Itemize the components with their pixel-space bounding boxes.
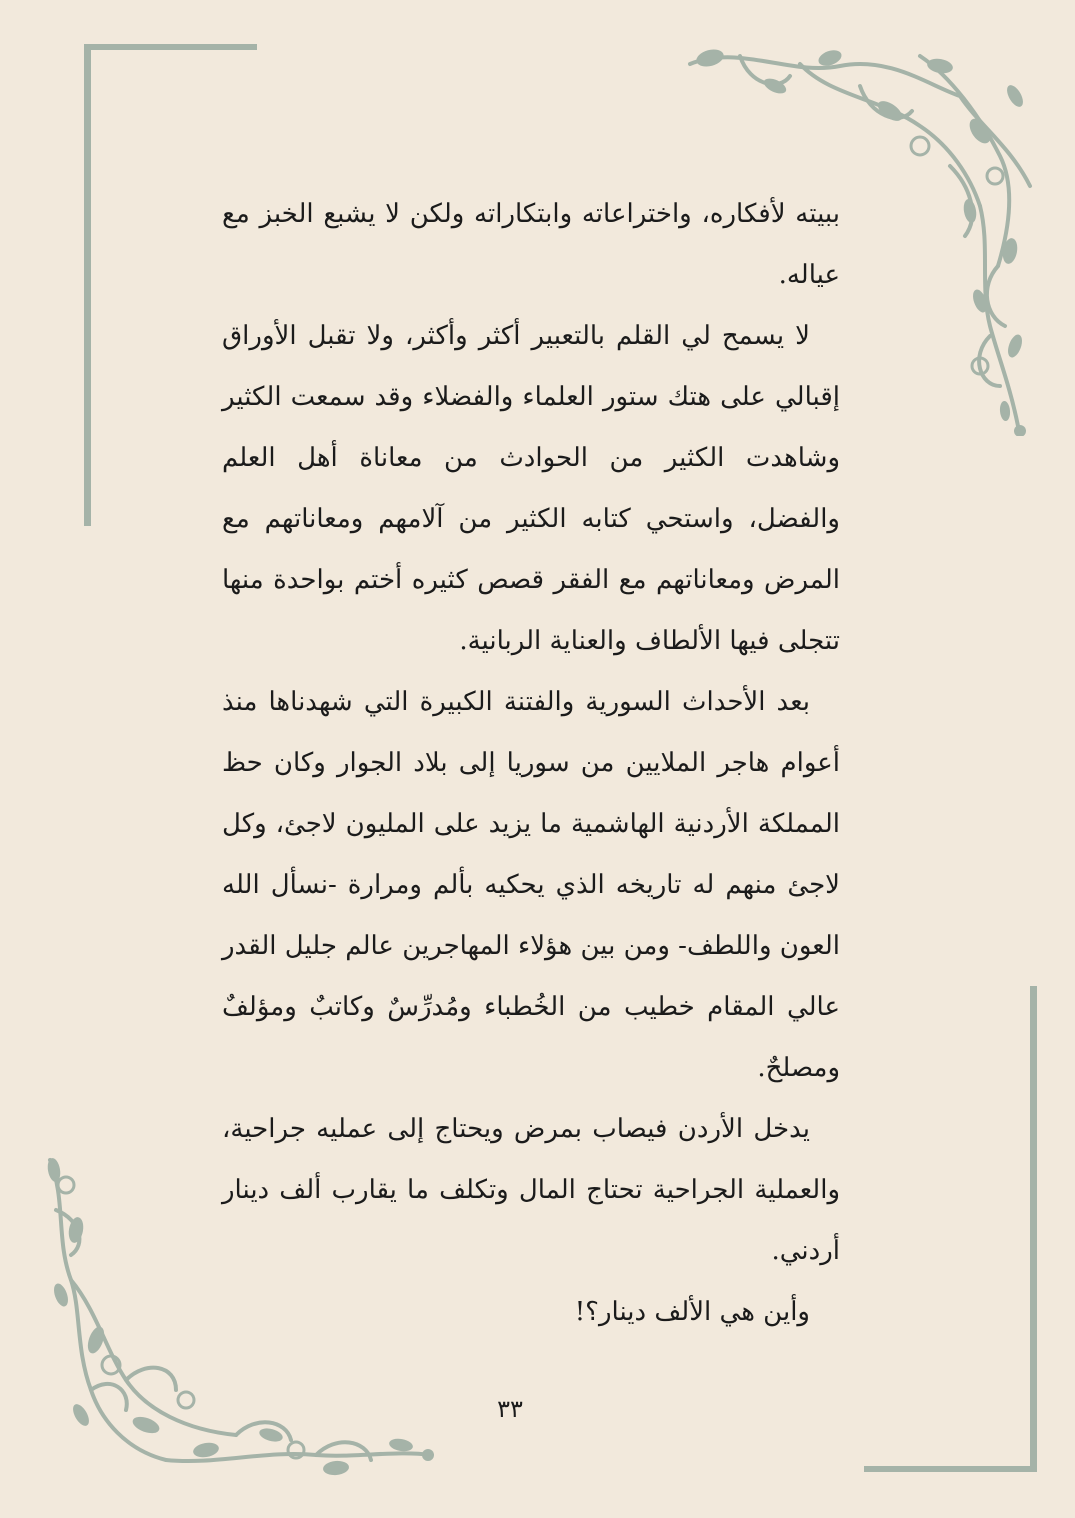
paragraph: لا يسمح لي القلم بالتعبير أكثر وأكثر، ولا تقبل الأوراق إقبالي على هتك ستور العلماء والفضلاء وقد سمعت الكثير وشاهدت الكثير من الحوادث من معاناة أهل العلم والفضل، واستحي كتابه الكثير من آلامهم ومعاناتهم مع المرض ومعاناتهم مع الفقر قصص كثيره أختم بواحدة منها تتجلى فيها الألطاف والعناية الربانية.	[222, 321, 840, 656]
paragraph: ببيته لأفكاره، واختراعاته وابتكاراته ولكن لا يشبع الخبز مع عياله.	[222, 199, 840, 290]
frame-bottom-right-horizontal	[864, 1466, 1037, 1472]
frame-top-left-horizontal	[84, 44, 257, 50]
paragraph: يدخل الأردن فيصاب بمرض ويحتاج إلى عمليه جراحية، والعملية الجراحية تحتاج المال وتكلف ما يقارب ألف دينار أردني.	[222, 1114, 840, 1266]
paragraph: وأين هي الألف دينار؟!	[574, 1297, 810, 1327]
body-text	[222, 184, 840, 1343]
paragraph: بعد الأحداث السورية والفتنة الكبيرة التي شهدناها منذ أعوام هاجر الملايين من سوريا إلى بلاد الجوار وكان حظ المملكة الأردنية الهاشمية ما يزيد على المليون لاجئ، وكل لاجئ منهم له تاريخه الذي يحكيه بألم ومرارة -نسأل الله العون واللطف- ومن بين هؤلاء المهاجرين عالم جليل القدر عالي المقام خطيب من الخُطباء ومُدرِّسٌ وكاتبٌ ومؤلفٌ ومصلحٌ.	[222, 687, 840, 1083]
frame-top-left-vertical	[84, 44, 91, 526]
frame-bottom-right-vertical	[1030, 986, 1037, 1472]
page-number: ٣٣	[497, 1395, 523, 1423]
